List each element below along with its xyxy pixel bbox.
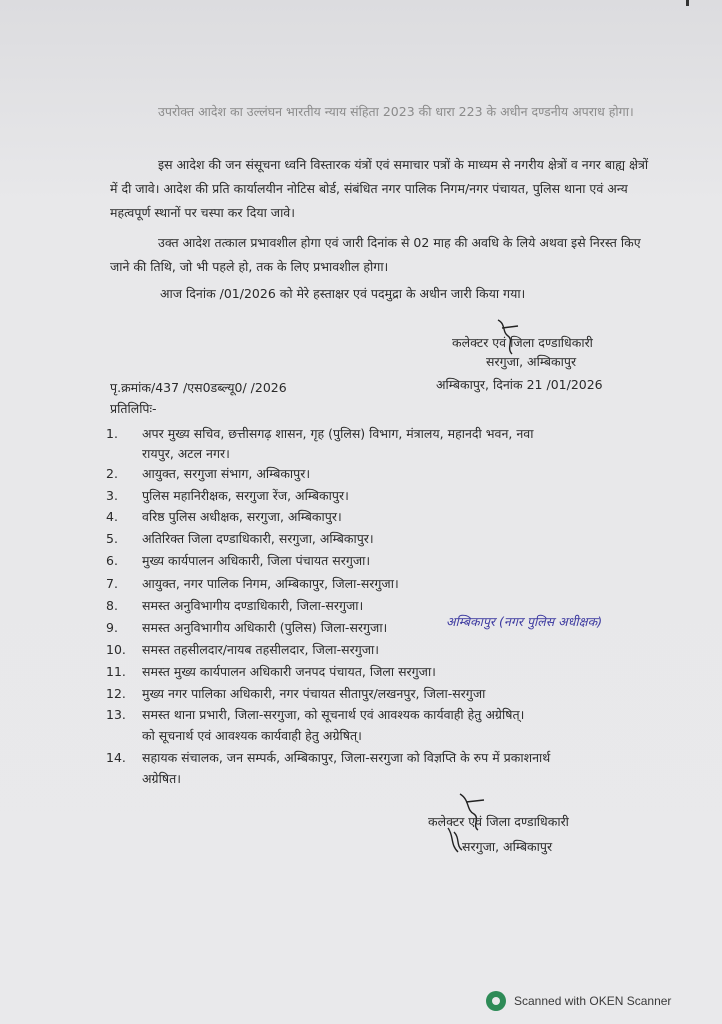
list-item-text-cont: अग्रेषित।	[142, 771, 181, 786]
reference-number: पृ.क्रमांक/437 /एस0डब्ल्यू0/ /2026	[110, 380, 287, 395]
list-item-text: समस्त थाना प्रभारी, जिला-सरगुजा, को सूचनार्थ एवं आवश्यक कार्यवाही हेतु अग्रेषित्।	[142, 707, 525, 722]
list-item-number: 13.	[106, 707, 126, 722]
list-item-number: 10.	[106, 642, 126, 657]
list-item-text-cont: को सूचनार्थ एवं आवश्यक कार्यवाही हेतु अग्रेषित्।	[142, 728, 362, 743]
list-item-text: वरिष्ठ पुलिस अधीक्षक, सरगुजा, अम्बिकापुर।	[142, 509, 342, 524]
list-item-text: समस्त अनुविभागीय दण्डाधिकारी, जिला-सरगुजा।	[142, 598, 364, 613]
scanner-watermark	[486, 990, 671, 1012]
list-item-number: 7.	[106, 576, 118, 591]
paragraph-effective: उक्त आदेश तत्काल प्रभावशील होगा एवं जारी दिनांक से 02 माह की अवधि के लिये अथवा इसे निरस्त किए जाने की तिथि, जो भी पहले हो, तक के लिए प्रभावशील होगा।	[110, 235, 641, 274]
scanner-logo-icon	[486, 991, 506, 1011]
scanner-watermark-label: Scanned with OKEN Scanner	[514, 994, 672, 1008]
list-item	[106, 424, 666, 468]
signature-place-2: सरगुजा, अम्बिकापुर	[462, 839, 553, 854]
list-item-text: समस्त तहसीलदार/नायब तहसीलदार, जिला-सरगुजा।	[142, 642, 379, 657]
list-item-number: 11.	[106, 664, 126, 679]
list-item	[106, 748, 666, 790]
list-item-number: 3.	[106, 488, 118, 503]
list-item-text: समस्त अनुविभागीय अधिकारी (पुलिस) जिला-सरगुजा।	[142, 620, 388, 635]
reference-place-date: अम्बिकापुर, दिनांक 21 /01/2026	[436, 377, 603, 392]
list-item-number: 1.	[106, 426, 118, 441]
list-item-number: 8.	[106, 598, 118, 613]
list-item-number: 4.	[106, 509, 118, 524]
signature-block-2	[428, 812, 658, 856]
list-item-text: अतिरिक्त जिला दण्डाधिकारी, सरगुजा, अम्बिकापुर।	[142, 531, 374, 546]
signature-title-1: कलेक्टर एवं जिला दण्डाधिकारी	[452, 335, 593, 350]
list-item-text: समस्त मुख्य कार्यपालन अधिकारी जनपद पंचायत, जिला सरगुजा।	[142, 664, 436, 679]
paragraph-issued: आज दिनांक /01/2026 को मेरे हस्ताक्षर एवं पदमुद्रा के अधीन जारी किया गया।	[160, 286, 526, 301]
list-item-number: 14.	[106, 750, 126, 765]
scan-edge-mark	[686, 0, 689, 6]
list-item-text: आयुक्त, नगर पालिक निगम, अम्बिकापुर, जिला-सरगुजा।	[142, 576, 399, 591]
list-item-text: आयुक्त, सरगुजा संभाग, अम्बिकापुर।	[142, 466, 311, 481]
signature-block-1	[452, 333, 672, 371]
signature-title-2: कलेक्टर एवं जिला दण्डाधिकारी	[428, 814, 569, 829]
list-item-number: 12.	[106, 686, 126, 701]
list-item-number: 2.	[106, 466, 118, 481]
signature-place-1: सरगुजा, अम्बिकापुर	[486, 354, 577, 369]
list-item-text: मुख्य नगर पालिका अधिकारी, नगर पंचायत सीतापुर/लखनपुर, जिला-सरगुजा	[142, 686, 486, 701]
handwritten-annotation: अम्बिकापुर (नगर पुलिस अधीक्षक)	[446, 614, 603, 629]
list-item-number: 6.	[106, 553, 118, 568]
list-item-number: 9.	[106, 620, 118, 635]
paragraph-publicity: इस आदेश की जन संसूचना ध्वनि विस्तारक यंत्रों एवं समाचार पत्रों के माध्यम से नगरीय क्षेत्रों व नगर बाह्य क्षेत्रों में दी जावे। आदेश की प्रति कार्यालयीन नोटिस बोर्ड, संबंधित नगर पालिक निगम/नगर पंचायत, पुलिस थाना एवं अन्य महत्वपूर्ण स्थानों पर चस्पा कर दिया जावे।	[110, 157, 649, 220]
list-item-text: पुलिस महानिरीक्षक, सरगुजा रेंज, अम्बिकापुर।	[142, 488, 349, 503]
list-item-text: सहायक संचालक, जन सम्पर्क, अम्बिकापुर, जिला-सरगुजा को विज्ञप्ति के रुप में प्रकाशनार्थ	[142, 750, 551, 765]
paragraph-violation: उपरोक्त आदेश का उल्लंघन भारतीय न्याय संहिता 2023 की धारा 223 के अधीन दण्डनीय अपराध होगा।	[158, 104, 634, 119]
list-item-text-cont: रायपुर, अटल नगर।	[142, 446, 230, 461]
list-item-text: अपर मुख्य सचिव, छत्तीसगढ़ शासन, गृह (पुलिस) विभाग, मंत्रालय, महानदी भवन, नवा	[142, 426, 534, 441]
list-item-text: मुख्य कार्यपालन अधिकारी, जिला पंचायत सरगुजा।	[142, 553, 371, 568]
list-item	[106, 705, 666, 747]
copy-label: प्रतिलिपिः-	[110, 401, 157, 416]
list-item-number: 5.	[106, 531, 118, 546]
